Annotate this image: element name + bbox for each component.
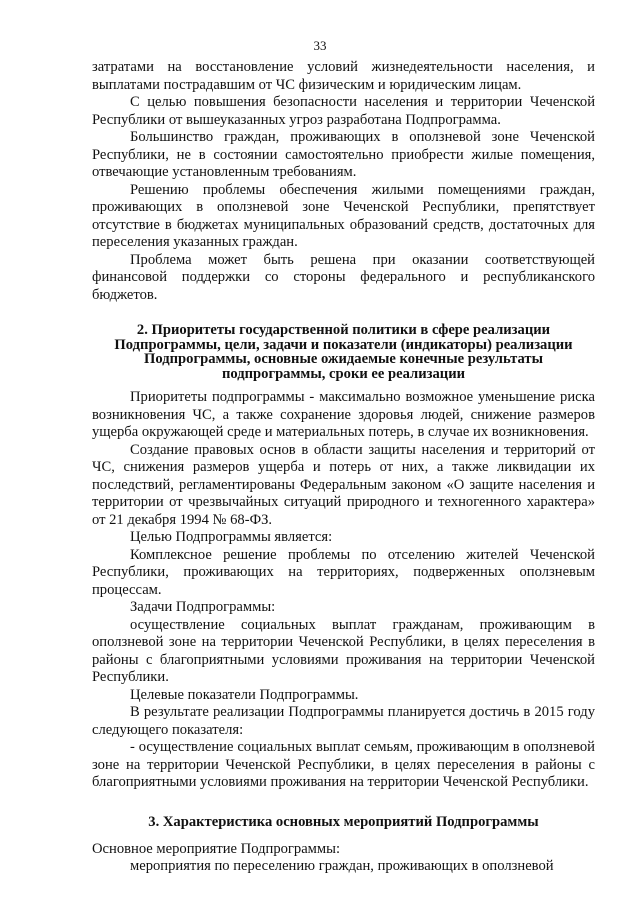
paragraph: Основное мероприятие Подпрограммы: — [92, 840, 341, 857]
paragraph: Целевые показатели Подпрограммы. — [130, 686, 359, 703]
paragraph: Целью Подпрограммы является: — [130, 529, 333, 546]
paragraph: - осуществление социальных выплат семьям, проживающим в оползневой зоне на территории Чеченской Республики, в целях переселения в районы с благоприятными условиями проживания на территории Чеченской Республики. — [92, 739, 595, 791]
paragraph: В результате реализации Подпрограммы планируется достичь в 2015 году следующего показателя: — [92, 704, 595, 738]
paragraph: Приоритеты подпрограммы - максимально возможное уменьшение риска возникновения ЧС, а также сохранение здоровья людей, снижение размеров ущерба окружающей среде и материальных потерь, в случае их возникновения. — [92, 389, 595, 441]
page-number: 33 — [313, 38, 327, 53]
section-3-heading: 3. Характеристика основных мероприятий Подпрограммы — [148, 813, 539, 830]
document-body — [92, 59, 595, 876]
paragraph: Комплексное решение проблемы по отселению жителей Чеченской Республики, проживающих на территориях, подверженных оползневым процессам. — [92, 546, 595, 598]
paragraph: Большинство граждан, проживающих в оползневой зоне Чеченской Республики, не в состоянии самостоятельно приобрести жилые помещения, отвечающие установленным требованиям. — [92, 129, 595, 180]
paragraph: осуществление социальных выплат гражданам, проживающим в оползневой зоне на территории Чеченской Республики, в целях переселения в районы с благоприятными условиями проживания на территории Чеченской Республики. — [92, 616, 595, 686]
paragraph: мероприятия по переселению граждан, проживающих в оползневой — [130, 858, 554, 875]
paragraph: затратами на восстановление условий жизнедеятельности населения, и выплатами пострадавшим от ЧС физическим и юридическим лицам. — [92, 59, 595, 93]
paragraph: Проблема может быть решена при оказании соответствующей финансовой поддержки со стороны федерального и республиканского бюджетов. — [92, 251, 595, 303]
section-2-heading: 2. Приоритеты государственной политики в сфере реализации Подпрограммы, цели, задачи и показатели (индикаторы) реализации Подпрограммы, основные ожидаемые конечные результаты подпрограммы, сроки ее реализации — [114, 322, 573, 382]
paragraph: Задачи Подпрограммы: — [130, 599, 276, 616]
paragraph: Создание правовых основ в области защиты населения и территорий от ЧС, снижения размеров ущерба и потерь от них, а также ликвидации их последствий, регламентированы Федеральным законом «О защите населения и территории от чрезвычайных ситуаций природного и техногенного характера» от 21 декабря 1994 № 68-ФЗ. — [92, 441, 595, 528]
paragraph: Решению проблемы обеспечения жилыми помещениями граждан, проживающих в оползневой зоне Чеченской Республики, препятствует отсутствие в бюджетах муниципальных образований средств, достаточных для переселения указанных граждан. — [92, 181, 595, 250]
paragraph: С целью повышения безопасности населения и территории Чеченской Республики от вышеуказанных угроз разработана Подпрограмма. — [92, 94, 595, 128]
